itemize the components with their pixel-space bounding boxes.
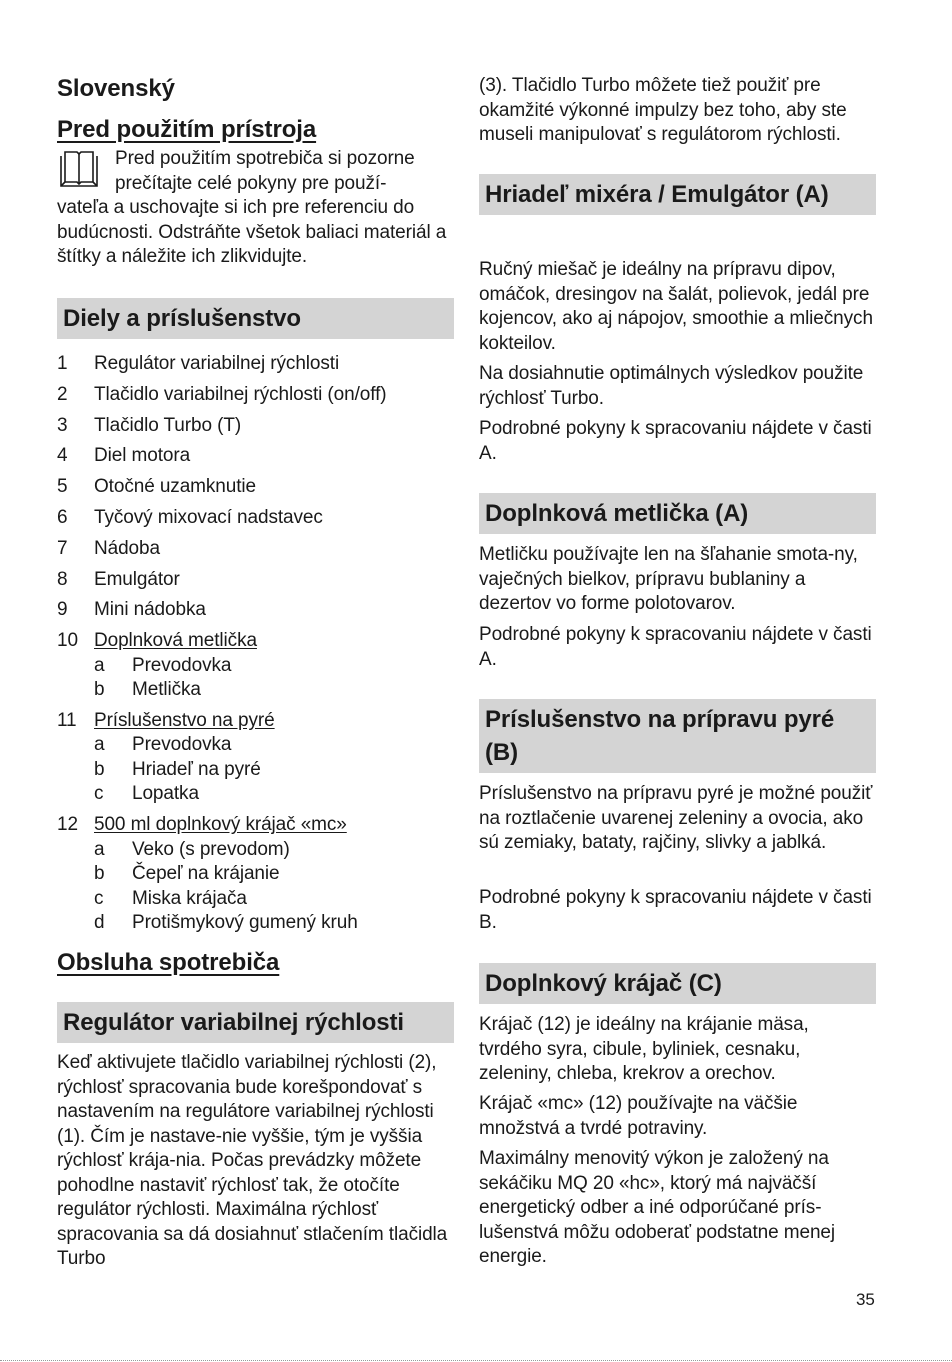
- chopper-heading: Doplnkový krájač (C): [479, 963, 876, 1004]
- sub-item: c Miska krájača: [94, 887, 247, 909]
- chopper-text-3: Maximálny menovitý výkon je založený na sekáčiku MQ 20 «hc», ktorý má najväčší energetický odber a iné odporúčané prís-lušenstvá môžu odoberať podstatne menej energie.: [479, 1148, 836, 1267]
- list-item-chopper: 12 500 ml doplnkový krájač «mc» a Veko (s prevodom) b Čepeľ na krájanie c Miska krájača d Protišmykový gumený kruh: [57, 813, 454, 936]
- sub-item: a Prevodovka: [94, 654, 232, 676]
- list-item: 2 Tlačidlo variabilnej rýchlosti (on/off): [57, 383, 387, 405]
- intro-line-1: Pred použitím spotrebiča si pozorne: [115, 148, 415, 169]
- list-item: 6 Tyčový mixovací nadstavec: [57, 506, 323, 528]
- list-item-whisk: 10 Doplnková metlička a Prevodovka b Metlička: [57, 629, 454, 703]
- chopper-text-1: Krájač (12) je ideálny na krájanie mäsa, tvrdého syra, cibule, byliniek, cesnaku, zeleniny, chleba, krekrov a orechov.: [479, 1014, 809, 1084]
- list-item: 9 Mini nádobka: [57, 599, 206, 621]
- puree-text-1: Príslušenstvo na prípravu pyré je možné použiť na roztlačenie uvarenej zeleniny a ovocia, ako sú zemiaky, bataty, rajčiny, slivky a jablká.: [479, 783, 873, 853]
- sub-item: c Lopatka: [94, 783, 199, 805]
- list-item: 8 Emulgátor: [57, 568, 180, 590]
- list-item: 1 Regulátor variabilnej rýchlosti: [57, 353, 340, 374]
- sub-item: a Veko (s prevodom): [94, 838, 290, 860]
- list-item: 7 Nádoba: [57, 537, 160, 559]
- list-item-puree: 11 Príslušenstvo na pyré a Prevodovka b Hriadeľ na pyré c Lopatka: [57, 709, 454, 807]
- puree-text-2: Podrobné pokyny k spracovaniu nájdete v časti B.: [479, 887, 872, 933]
- intro-text: vateľa a uschovajte si ich pre referenciu do budúcnosti. Odstráňte všetok baliaci materiál a štítky a náležite ich zlikvidujte.: [57, 197, 447, 267]
- sub-item: b Hriadeľ na pyré: [94, 758, 261, 780]
- whisk-text-1: Metličku používajte len na šľahanie smota-ny, vaječných bielkov, prípravu bublaniny a dezertov vo forme polotovarov.: [479, 544, 858, 614]
- sub-item: b Čepeľ na krájanie: [94, 863, 280, 885]
- shaft-text-3: Podrobné pokyny k spracovaniu nájdete v časti A.: [479, 418, 872, 464]
- before-use-heading: Pred použitím prístroja: [57, 116, 317, 143]
- whisk-text-2: Podrobné pokyny k spracovaniu nájdete v časti A.: [479, 624, 872, 670]
- operation-heading: Obsluha spotrebiča: [57, 949, 280, 976]
- list-item: 4 Diel motora: [57, 445, 191, 467]
- speed-heading: Regulátor variabilnej rýchlosti: [57, 1002, 454, 1043]
- turbo-text: (3). Tlačidlo Turbo môžete tiež použiť pre okamžité výkonné impulzy bez toho, aby ste museli manipulovať s regulátorom rýchlosti.: [479, 75, 847, 145]
- intro-block: [57, 147, 454, 270]
- intro-line-2: prečítajte celé pokyny pre použí-: [115, 172, 387, 194]
- whisk-heading: Doplnková metlička (A): [479, 493, 876, 534]
- puree-heading: Príslušenstvo na prípravu pyré (B): [479, 699, 876, 773]
- page-edge-divider: [0, 1360, 952, 1361]
- list-item: 3 Tlačidlo Turbo (T): [57, 414, 242, 436]
- page-number: 35: [856, 1290, 875, 1309]
- book-icon: [57, 150, 101, 190]
- speed-text: Keď aktivujete tlačidlo variabilnej rýchlosti (2), rýchlosť spracovania bude korešpondovať s nastavením na regulátore variabilnej rýchlosti (1). Čím je nastave-nie vyššie, tým je vyššia rýchlosť krája-nia. Počas prevádzky môžete pohodlne nastaviť rýchlosť tak, že otočíte regulátor rýchlosti. Maximálna rýchlosť spracovania sa dá dosiahnuť stlačením tlačidla Turbo: [57, 1052, 448, 1269]
- chopper-text-2: Krájač «mc» (12) používajte na väčšie množstvá a tvrdé potraviny.: [479, 1093, 798, 1139]
- sub-item: d Protišmykový gumený kruh: [94, 912, 358, 934]
- parts-list: [57, 352, 454, 942]
- parts-heading: Diely a príslušenstvo: [57, 298, 454, 339]
- list-item: 5 Otočné uzamknutie: [57, 476, 256, 498]
- sub-item: a Prevodovka: [94, 734, 232, 756]
- sub-item: b Metlička: [94, 679, 201, 701]
- shaft-text-1: Ručný miešač je ideálny na prípravu dipov, omáčok, dresingov na šalát, polievok, jedál pre kojencov, ako aj nápojov, smoothie a mliečnych kokteilov.: [479, 259, 873, 354]
- language-title: Slovenský: [57, 75, 175, 102]
- shaft-heading: Hriadeľ mixéra / Emulgátor (A): [479, 174, 876, 215]
- shaft-text-2: Na dosiahnutie optimálnych výsledkov použite rýchlosť Turbo.: [479, 363, 864, 409]
